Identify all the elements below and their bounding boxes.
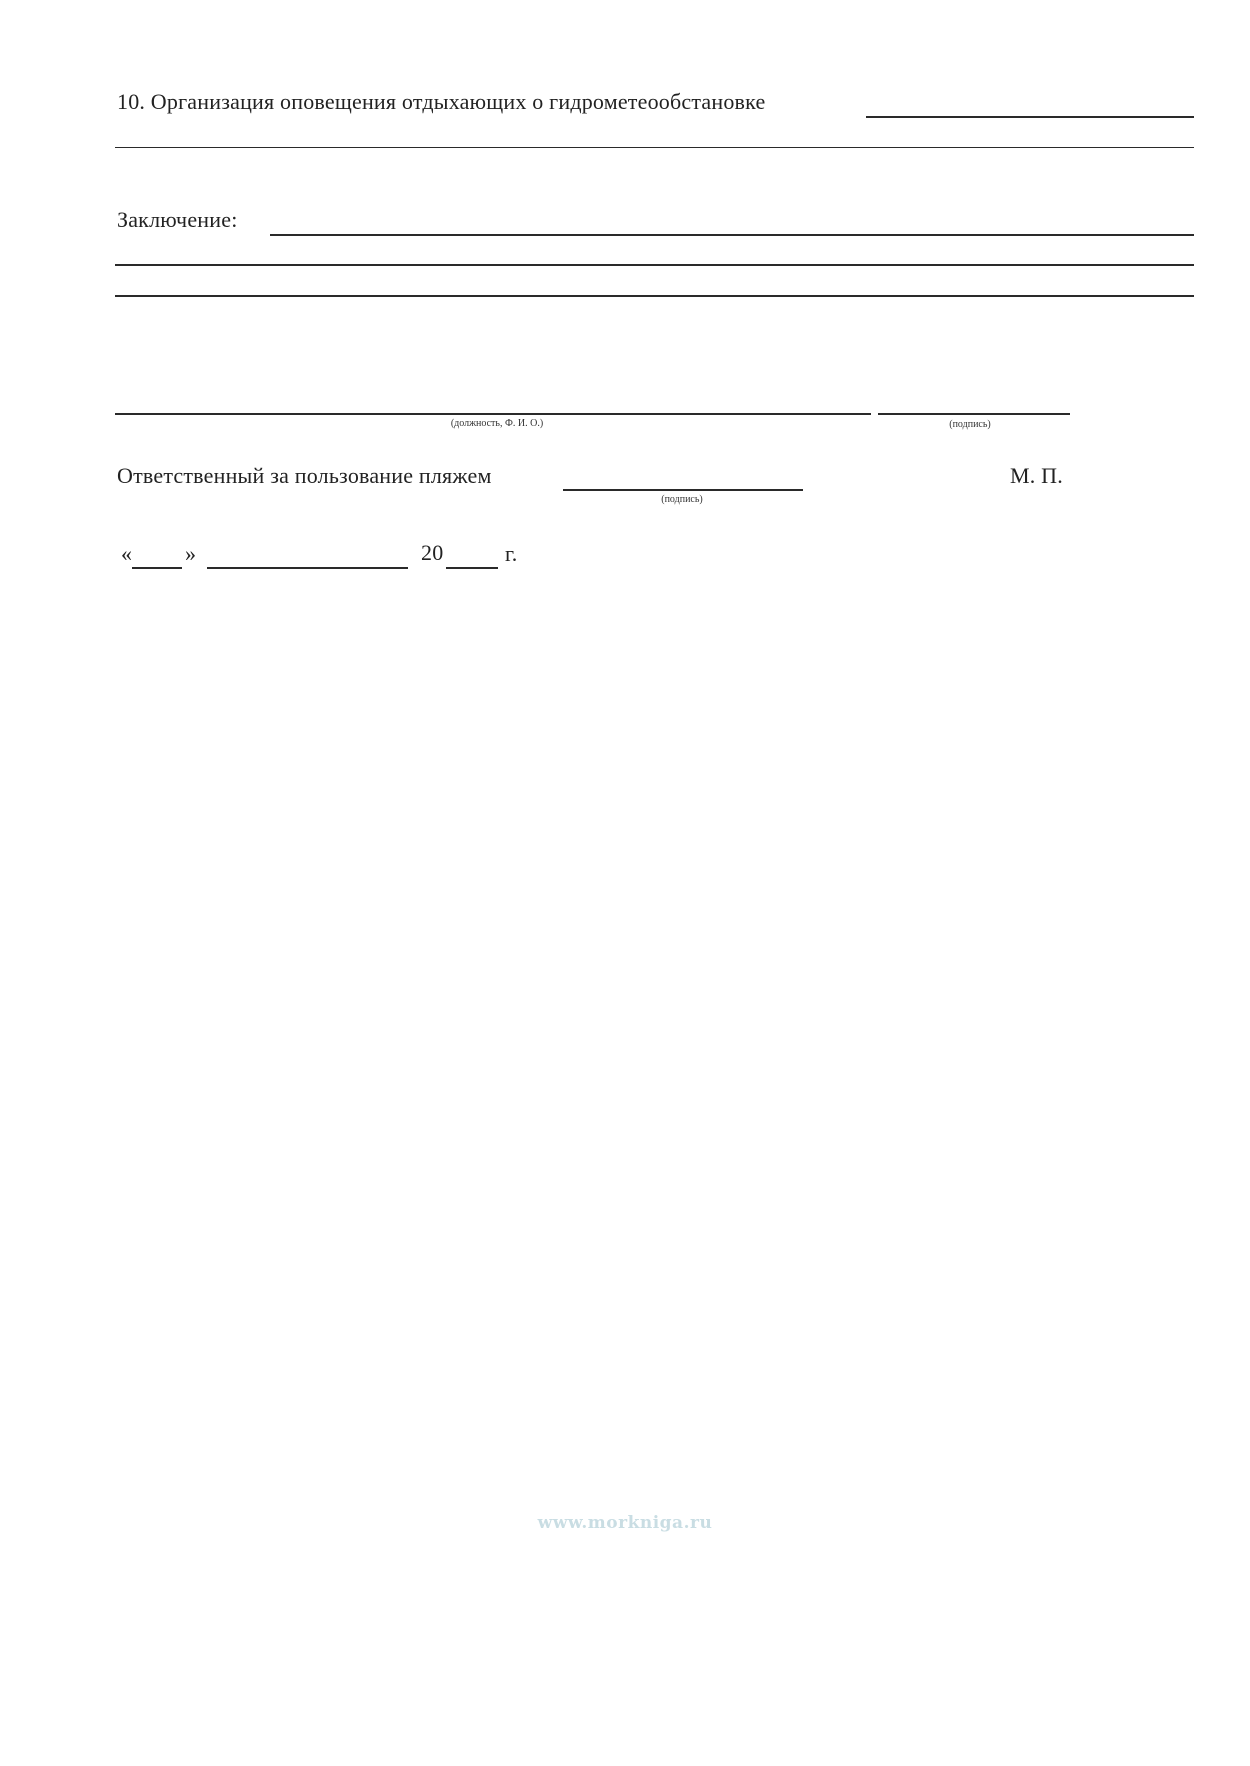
watermark-text: www.morkniga.ru — [537, 1513, 713, 1533]
conclusion-label: Заключение: — [117, 207, 238, 232]
responsible-signature-line — [563, 489, 803, 491]
item-10-fill-line-2 — [115, 147, 1194, 148]
signature-line — [878, 413, 1070, 415]
conclusion-fill-line-2 — [115, 264, 1194, 266]
position-name-caption: (должность, Ф. И. О.) — [450, 418, 544, 429]
date-year-suffix: г. — [505, 541, 518, 566]
stamp-mark: М. П. — [1010, 463, 1063, 488]
conclusion-fill-line-1 — [270, 234, 1194, 236]
date-close-quote: » — [185, 541, 197, 566]
item-10-fill-line — [866, 116, 1194, 118]
conclusion-fill-line-3 — [115, 295, 1194, 297]
date-month-line — [207, 567, 408, 569]
date-day-line — [132, 567, 182, 569]
signature-caption: (подпись) — [949, 419, 991, 430]
responsible-signature-caption: (подпись) — [661, 494, 703, 505]
responsible-label: Ответственный за пользование пляжем — [117, 463, 492, 488]
date-year-line — [446, 567, 498, 569]
date-open-quote: « — [121, 541, 133, 566]
date-century: 20 — [421, 540, 444, 565]
item-10-label: 10. Организация оповещения отдыхающих о гидрометеообстановке — [117, 89, 766, 114]
position-name-line — [115, 413, 871, 415]
